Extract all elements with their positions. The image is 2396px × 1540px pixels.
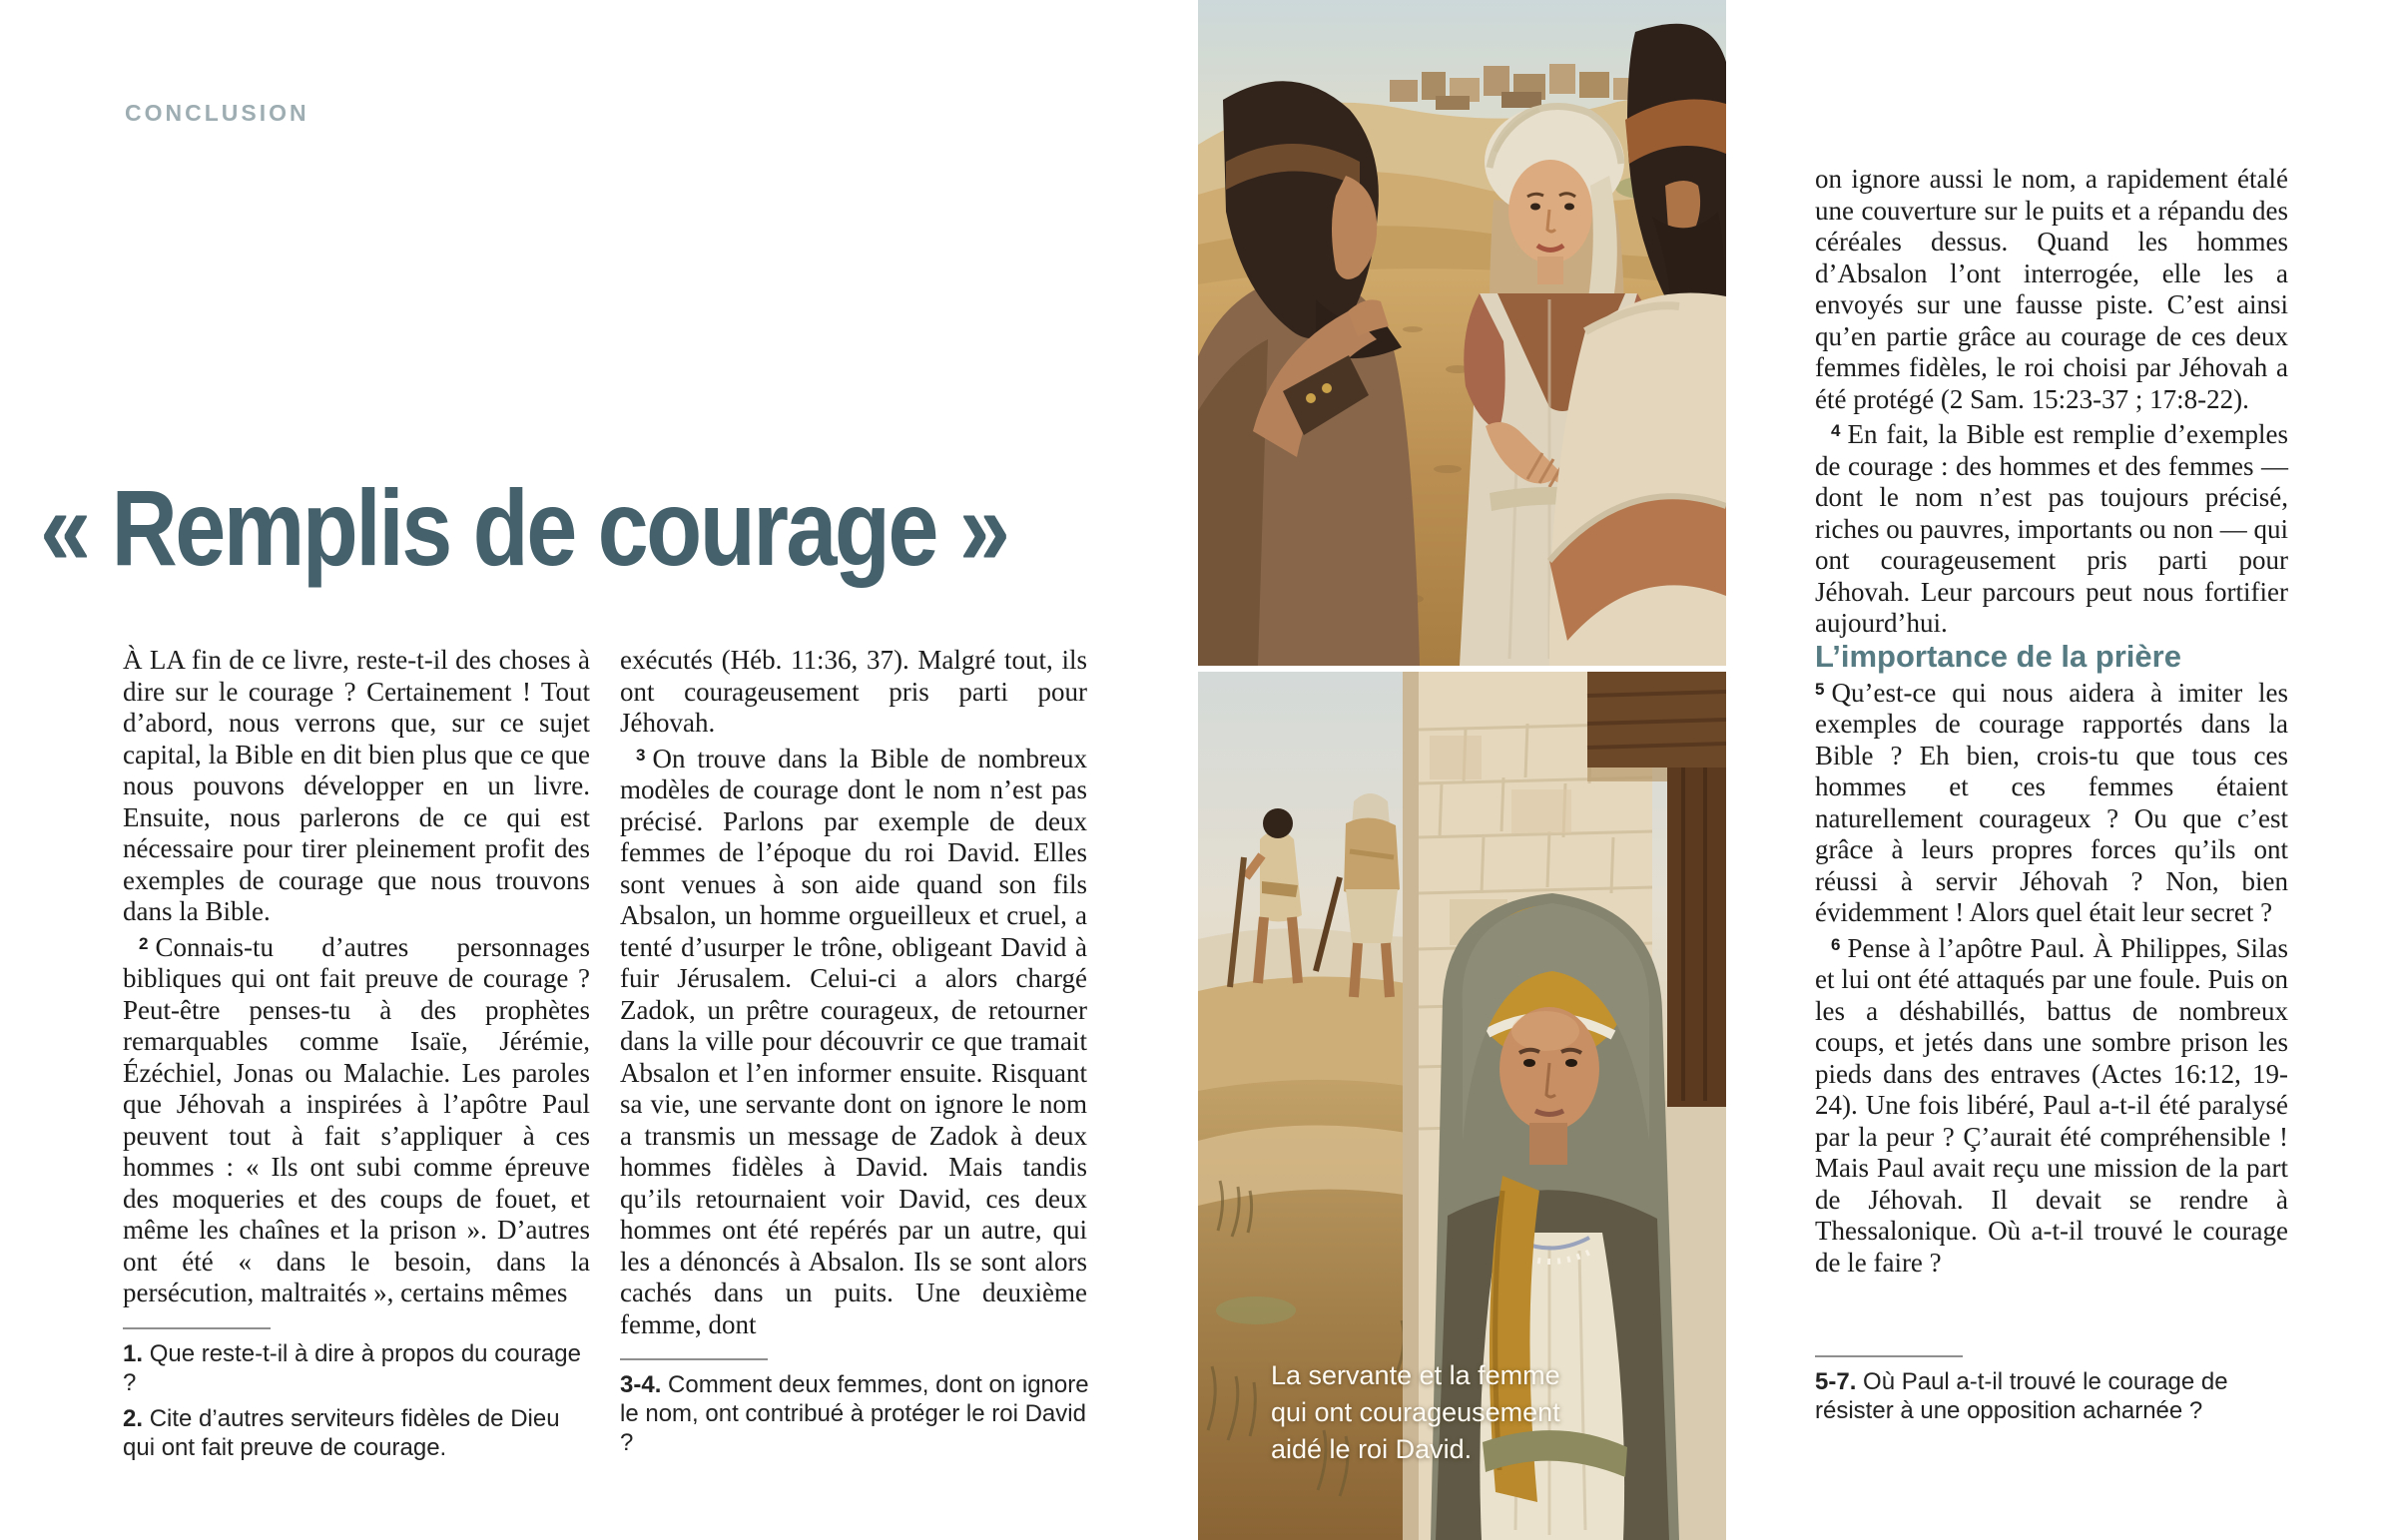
paragraph-number: 5	[1815, 679, 1825, 699]
caption-line: La servante et la femme	[1271, 1360, 1560, 1390]
illustration-woman-and-two-men	[1198, 0, 1726, 666]
subheading-importance-priere: L’importance de la prière	[1815, 638, 2181, 674]
paragraph-6: $^6$ Pense à l’apôtre Paul. À Philippes, Silas et lui ont été attaqués par une foule. Puis on les a déshabillés, battus de nombreux coups, et jetés dans une sombre prison les pieds dans des entraves (Actes 16:12, 19-24). Une fois libéré, Paul a-t-il été paralysé par la peur ? Ç’aurait été compréhensible ! Mais Paul avait reçu une mission de la part de Jéhovah. Il devait se rendre à Thessalonique. Où a-t-il trouvé le courage de le faire ?	[1815, 932, 2288, 1278]
caption-line: qui ont courageusement	[1271, 1397, 1560, 1427]
paragraph-number: 6	[1831, 934, 1841, 954]
footnote-2: 2. Cite d’autres serviteurs fidèles de Dieu qui ont fait preuve de courage.	[123, 1405, 560, 1461]
paragraph-5: $^5$ Qu’est-ce qui nous aidera à imiter les exemples de courage rapportés dans la Bible ? Eh bien, crois-tu que tous ces hommes et ces femmes étaient naturellement courageux ? Ou que c’est grâce à leurs propres forces qu’ils ont réussi à servir Jéhovah ? Non, bien évidemment ! Alors quel était leur secret ?	[1815, 677, 2288, 927]
text-column-3	[1815, 164, 2288, 1279]
text-column-2	[620, 645, 1087, 1340]
paragraph-number: 4	[1831, 421, 1841, 440]
paragraph-1: À LA fin de ce livre, reste-t-il des choses à dire sur le courage ? Certainement ! Tout d’abord, nous verrons que, sur ce sujet capital, la Bible en dit bien plus que ce que nous pouvons développer en un livre. Ensuite, nous parlerons de ce qui est nécessaire pour tirer pleinement profit des exemples de courage que nous trouvons dans la Bible.	[123, 645, 590, 926]
footnote-rule	[123, 1327, 271, 1329]
paragraph-number: 2	[139, 933, 149, 953]
footnote-rule	[620, 1358, 768, 1360]
footnotes-column-1	[123, 1327, 592, 1469]
footnote-5-7: 5-7. Où Paul a-t-il trouvé le courage de résister à une opposition acharnée ?	[1815, 1368, 2228, 1424]
image-caption	[1271, 1357, 1610, 1468]
footnote-rule	[1815, 1355, 1963, 1357]
section-kicker: CONCLUSION	[125, 100, 309, 126]
footnotes-column-2	[620, 1358, 1089, 1464]
paragraph-3-continued: on ignore aussi le nom, a rapidement étalé une couverture sur le puits et a répandu des céréales dessus. Quand les hommes d’Absalon l’ont interrogée, elle les a envoyés sur une fausse piste. C’est ainsi qu’en partie grâce au courage de ces deux femmes fidèles, le roi choisi par Jéhovah a été protégé (2 Sam. 15:23-37 ; 17:8-22).	[1815, 164, 2288, 414]
paragraph-3: $^3$ On trouve dans la Bible de nombreux modèles de courage dont le nom n’est pas précisé. Parlons par exemple de deux femmes de l’époque du roi David. Elles sont venues à son aide quand son fils Absalon, un homme orgueilleux et cruel, a tenté d’usurper le trône, obligeant David à fuir Jérusalem. Celui-ci a alors chargé Zadok, un prêtre courageux, de retourner dans la ville pour découvrir ce que tramait Absalon et l’en informer ensuite. Risquant sa vie, une servante dont on ignore le nom a transmis un message de Zadok à deux hommes fidèles à David. Mais tandis qu’ils retournaient voir David, ces deux hommes ont été repérés par un autre, qui les a dénoncés à Absalon. Ils se sont alors cachés dans un puits. Une deuxième femme, dont	[620, 743, 1087, 1339]
text-column-1	[123, 645, 590, 1309]
footnote-3-4: 3-4. Comment deux femmes, dont on ignore le nom, ont contribué à protéger le roi David ?	[620, 1371, 1089, 1456]
footnote-1: 1. Que reste-t-il à dire à propos du courage ?	[123, 1340, 581, 1396]
paragraph-2: $^2$ Connais-tu d’autres personnages bibliques qui ont fait preuve de courage ? Peut-être penses-tu à des prophètes remarquables comme Isaïe, Jérémie, Ézéchiel, Jonas ou Malachie. Les paroles que Jéhovah a inspirées à l’apôtre Paul peuvent tout à fait s’appliquer à ces hommes : « Ils ont subi comme épreuve des moqueries et des coups de fouet, et même les chaînes et la prison ». D’autres ont été « dans le besoin, dans la persécution, maltraités », certains mêmes	[123, 931, 590, 1307]
caption-line: aidé le roi David.	[1271, 1434, 1473, 1464]
article-title: « Remplis de courage »	[40, 467, 1008, 588]
paragraph-2-continued: exécutés (Héb. 11:36, 37). Malgré tout, ils ont courageusement pris parti pour Jéhovah.	[620, 645, 1087, 738]
paragraph-4: $^4$ En fait, la Bible est remplie d’exemples de courage : des hommes et des femmes — dont le nom n’est pas toujours précisé, riches ou pauvres, importants ou non — qui ont courageusement pris parti pour Jéhovah. Leur parcours peut nous fortifier aujourd’hui.	[1815, 419, 2288, 638]
paragraph-number: 3	[636, 745, 646, 765]
green-patch	[1216, 1296, 1296, 1324]
footnotes-column-3	[1815, 1355, 2292, 1432]
